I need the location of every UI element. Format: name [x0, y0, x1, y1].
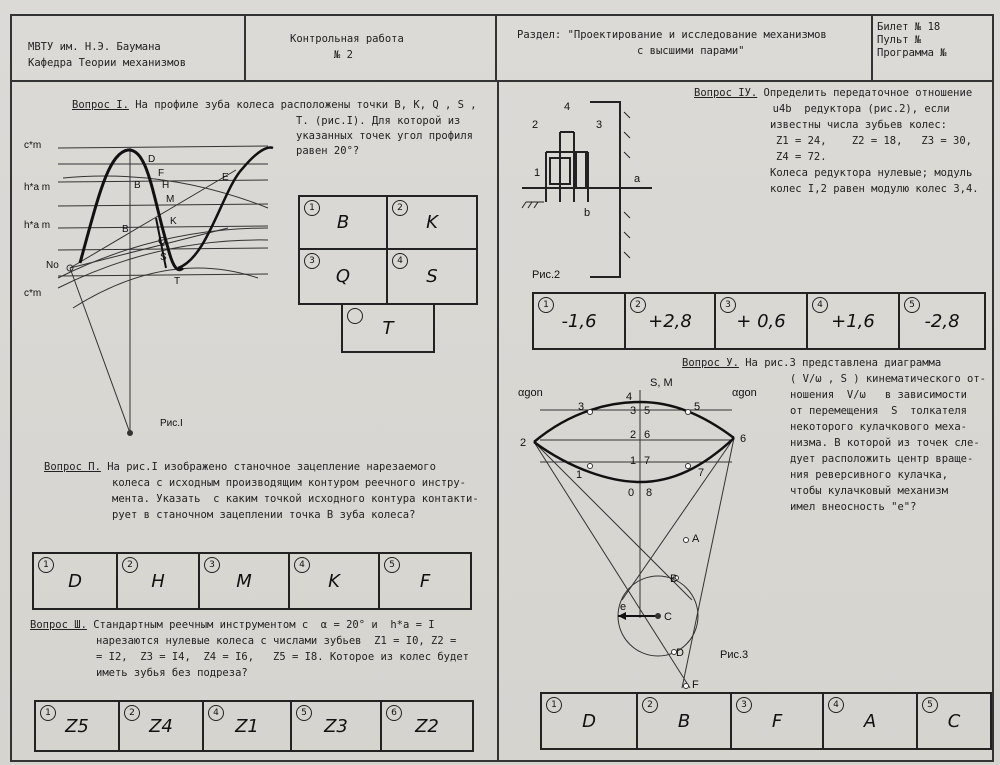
q5-text5: некоторого кулачкового меха-: [790, 421, 968, 433]
q2-answer-3[interactable]: [200, 554, 290, 608]
work-number: № 2: [334, 49, 353, 61]
q5-text9: чтобы кулачковый механизм: [790, 485, 949, 497]
fig1-label-cm-bot: c*m: [24, 288, 42, 299]
console-number: Пульт №: [877, 34, 922, 46]
q5-answer-4-value: A: [863, 710, 877, 732]
fig1-label-F: F: [158, 168, 165, 179]
q2-title: Вопрос П.: [44, 461, 101, 473]
q4-answer-1-num: 1: [538, 297, 554, 313]
q1-text3: указанных точек угол профиля: [296, 130, 474, 142]
header-section: [497, 14, 873, 80]
fig3-caption: Рис.3: [720, 649, 749, 661]
q3-answer-row: [34, 700, 474, 752]
q1-answer-3-value: Q: [335, 266, 351, 287]
q3-title: Вопрос Ш.: [30, 619, 87, 631]
q1-answer-5-box: [341, 303, 435, 353]
fig1-label-S: S: [160, 252, 167, 263]
q2-answer-4[interactable]: [290, 554, 380, 608]
fig1-label-M: M: [166, 194, 175, 205]
q5-block: [682, 356, 941, 371]
fig1-label-T: T: [174, 276, 181, 287]
fig1-caption: Рис.I: [160, 418, 183, 429]
fig3-point-B: B: [670, 573, 678, 585]
q4-title: Вопрос IУ.: [694, 87, 758, 99]
q2-text3: мента. Указать с каким точкой исходного контура контакти-: [112, 493, 479, 505]
fig1-label-Q: Q: [158, 236, 166, 247]
q2-answer-1-num: 1: [38, 557, 54, 573]
q5-text8: ния реверсивного кулачка,: [790, 469, 949, 481]
q2-answer-row: [32, 552, 472, 610]
q4-answer-4-num: 4: [812, 297, 828, 313]
q2-answer-2[interactable]: [118, 554, 200, 608]
q1-answer-4[interactable]: [388, 250, 476, 303]
q4-answer-2-num: 2: [630, 297, 646, 313]
q5-answer-4[interactable]: [824, 694, 918, 748]
q3-answer-3-num: 4: [208, 705, 224, 721]
q1-text2: T. (рис.I). Для которой из: [296, 115, 461, 127]
header-institution: [10, 14, 246, 80]
work-title: Контрольная работа: [290, 33, 404, 45]
q5-answer-5-value: C: [947, 710, 961, 732]
fig2-label-2: 2: [532, 119, 539, 131]
q4-answer-row: [532, 292, 986, 350]
header-work: [246, 14, 497, 80]
q1-text1: На профиле зуба колеса расположены точки B, K, Q , S ,: [128, 99, 477, 111]
q3-answer-5[interactable]: [382, 702, 472, 750]
q5-answer-3[interactable]: [732, 694, 824, 748]
q5-answer-4-num: 4: [828, 697, 844, 713]
fig1-label-No: No: [46, 260, 59, 271]
q2-answer-1-value: D: [68, 570, 82, 592]
fig3-label-1: 1: [576, 469, 583, 481]
q4-answer-1-value: -1,6: [561, 310, 597, 332]
q5-answer-2-value: B: [677, 710, 691, 732]
q2-answer-5-num: 5: [384, 557, 400, 573]
q5-answer-2[interactable]: [638, 694, 732, 748]
q3-text3: = I2, Z3 = I4, Z4 = I6, Z5 = I8. Которое из колес будет: [96, 651, 469, 663]
fig3-label-e: e: [620, 601, 627, 613]
q2-answer-1[interactable]: [34, 554, 118, 608]
q3-answer-2[interactable]: [120, 702, 204, 750]
q2-answer-3-value: M: [236, 570, 252, 592]
q1-answer-1[interactable]: [300, 197, 388, 250]
q1-answer-5[interactable]: [343, 305, 433, 351]
fig3-label-3: 3: [578, 401, 585, 413]
column-divider: [497, 80, 499, 762]
q5-text3: ношения V/ω в зависимости: [790, 389, 968, 401]
q3-answer-4-value: Z3: [324, 715, 348, 737]
q5-text7: дует расположить центр враще-: [790, 453, 974, 465]
fig1-label-ham: h*a m: [24, 182, 51, 193]
q4-text2: u4b редуктора (рис.2), если: [760, 103, 950, 115]
q5-answer-1-num: 1: [546, 697, 562, 713]
fig1-rack-gear-diagram: [18, 108, 298, 438]
q1-answer-5-num: [347, 308, 363, 324]
q1-answer-1-value: B: [336, 212, 350, 233]
q5-answer-1-value: D: [582, 710, 596, 732]
q2-answer-5-value: F: [419, 570, 431, 592]
q4-answer-3-num: 3: [720, 297, 736, 313]
q5-text6: низма. В которой из точек сле-: [790, 437, 980, 449]
q4-answer-1[interactable]: [534, 294, 626, 348]
fig3-label-SM: S, M: [650, 377, 673, 389]
q2-answer-3-num: 3: [204, 557, 220, 573]
q3-answer-4-num: 5: [296, 705, 312, 721]
fig3-label-2: 2: [520, 437, 527, 449]
q3-answer-3-value: Z1: [235, 715, 259, 737]
q1-answer-4-num: 4: [392, 253, 408, 269]
q1-text4: равен 20°?: [296, 145, 360, 157]
q3-answer-1-num: 1: [40, 705, 56, 721]
fig1-label-H: H: [162, 180, 170, 191]
fig2-label-1: 1: [534, 167, 541, 179]
fig3-label-4: 4: [626, 391, 633, 403]
q1-answer-2-value: K: [426, 212, 438, 233]
q5-answer-5[interactable]: [918, 694, 990, 748]
q2-answer-4-value: K: [328, 570, 340, 592]
fig3-center-1: 1: [630, 455, 637, 467]
fig3-center-5: 5: [644, 405, 651, 417]
q5-text10: имел внеосность "e"?: [790, 501, 917, 513]
q5-title: Вопрос У.: [682, 357, 739, 369]
fig3-point-C: C: [664, 611, 672, 623]
q3-answer-2-value: Z4: [149, 715, 173, 737]
q4-answer-3-value: + 0,6: [736, 310, 786, 332]
fig1-label-B2: B: [122, 224, 129, 235]
q1-answer-3-num: 3: [304, 253, 320, 269]
q5-answer-2-num: 2: [642, 697, 658, 713]
fig3-center-2: 2: [630, 429, 637, 441]
q4-block: [694, 86, 972, 101]
q3-text4: иметь зубья без подреза?: [96, 667, 248, 679]
header-divider: [10, 80, 994, 82]
fig3-center-7: 7: [644, 455, 651, 467]
fig3-label-0: 0: [628, 487, 635, 499]
fig3-center-6: 6: [644, 429, 651, 441]
q1-answer-3[interactable]: [300, 250, 388, 303]
q5-answer-1[interactable]: [542, 694, 638, 748]
fig2-reducer-diagram: [512, 92, 662, 292]
q4-answer-5[interactable]: [900, 294, 984, 348]
institution-line1: МВТУ им. Н.Э. Баумана: [28, 41, 161, 53]
fig2-caption: Рис.2: [532, 269, 561, 281]
fig1-label-ham2: h*a m: [24, 220, 51, 231]
fig1-label-K: K: [170, 216, 177, 227]
q1-answer-1-num: 1: [304, 200, 320, 216]
fig3-cam-diagram: [512, 370, 772, 690]
fig1-label-B: B: [134, 180, 141, 191]
q2-answer-2-num: 2: [122, 557, 138, 573]
q3-answer-4[interactable]: [292, 702, 382, 750]
q2-answer-5[interactable]: [380, 554, 470, 608]
q3-answer-1-value: Z5: [65, 715, 89, 737]
q2-text2: колеса с исходным производящим контуром реечного инстру-: [112, 477, 467, 489]
q4-text4: Z1 = 24, Z2 = 18, Z3 = 30,: [776, 135, 972, 147]
q4-answer-2-value: +2,8: [648, 310, 692, 332]
q3-answer-1[interactable]: [36, 702, 120, 750]
fig2-label-b: b: [584, 207, 591, 219]
q1-answer-4-value: S: [426, 266, 438, 287]
q1-answer-2[interactable]: [388, 197, 476, 250]
fig3-label-6: 6: [740, 433, 747, 445]
q3-block: [30, 618, 435, 633]
q5-answer-3-num: 3: [736, 697, 752, 713]
q4-answer-4[interactable]: [808, 294, 900, 348]
q3-text2: нарезаются нулевые колеса с числами зубьев Z1 = I0, Z2 =: [96, 635, 457, 647]
q4-answer-4-value: +1,6: [831, 310, 875, 332]
institution-line2: Кафедра Теории механизмов: [28, 57, 187, 69]
q3-answer-5-value: Z2: [415, 715, 439, 737]
q2-answer-4-num: 4: [294, 557, 310, 573]
q1-title: Вопрос I.: [72, 99, 129, 111]
q1-answer-2-num: 2: [392, 200, 408, 216]
q4-answer-3[interactable]: [716, 294, 808, 348]
fig2-label-a: a: [634, 173, 641, 185]
fig2-label-3: 3: [596, 119, 603, 131]
fig3-label-agon-right: αgon: [732, 387, 757, 399]
q2-answer-2-value: H: [151, 570, 165, 592]
q4-text6: Колеса редуктора нулевые; модуль: [770, 167, 973, 179]
fig3-point-D: D: [676, 647, 684, 659]
q1-answer-5-value: T: [382, 317, 394, 339]
q1-answer-grid: [298, 195, 478, 305]
fig3-label-8: 8: [646, 487, 653, 499]
q5-text2: ( V/ω , S ) кинематического от-: [790, 373, 986, 385]
header-ticket: [873, 14, 994, 80]
q4-answer-5-num: 5: [904, 297, 920, 313]
q4-text3: известны числа зубьев колес:: [770, 119, 948, 131]
q5-text4: от перемещения S толкателя: [790, 405, 968, 417]
fig3-point-A: A: [692, 533, 700, 545]
q4-text1: Определить передаточное отношение: [757, 87, 973, 99]
q5-answer-3-value: F: [771, 710, 783, 732]
fig3-label-5: 5: [694, 401, 701, 413]
fig3-label-7: 7: [698, 467, 705, 479]
fig1-label-cm-top: c*m: [24, 140, 42, 151]
q3-answer-2-num: 2: [124, 705, 140, 721]
fig2-label-4: 4: [564, 101, 571, 113]
q4-text7: колес I,2 равен модулю колес 3,4.: [770, 183, 979, 195]
q4-text5: Z4 = 72.: [776, 151, 827, 163]
q5-text1: На рис.3 представлена диаграмма: [738, 357, 942, 369]
program-number: Программа №: [877, 47, 947, 59]
q5-answer-row: [540, 692, 992, 750]
fig1-label-E: E: [222, 172, 229, 183]
q2-text4: рует в станочном зацеплении точка B зуба колеса?: [112, 509, 416, 521]
fig3-label-agon-left: αgon: [518, 387, 543, 399]
fig1-label-D: D: [148, 154, 156, 165]
fig3-point-F: F: [692, 679, 699, 691]
ticket-number: Билет № 18: [877, 21, 941, 33]
q4-answer-2[interactable]: [626, 294, 716, 348]
q2-block: [44, 460, 436, 475]
q3-text1: Стандартным реечным инструментом с α = 20° и h*a = I: [86, 619, 435, 631]
q3-answer-3[interactable]: [204, 702, 292, 750]
section-line2: с высшими парами": [637, 45, 745, 57]
q2-text1: На рис.I изображено станочное зацепление нарезаемого: [100, 461, 436, 473]
q3-answer-5-num: 6: [386, 705, 402, 721]
fig3-center-3: 3: [630, 405, 637, 417]
section-line1: Раздел: "Проектирование и исследование механизмов: [517, 29, 827, 41]
q4-answer-5-value: -2,8: [924, 310, 960, 332]
q5-answer-5-num: 5: [922, 697, 938, 713]
